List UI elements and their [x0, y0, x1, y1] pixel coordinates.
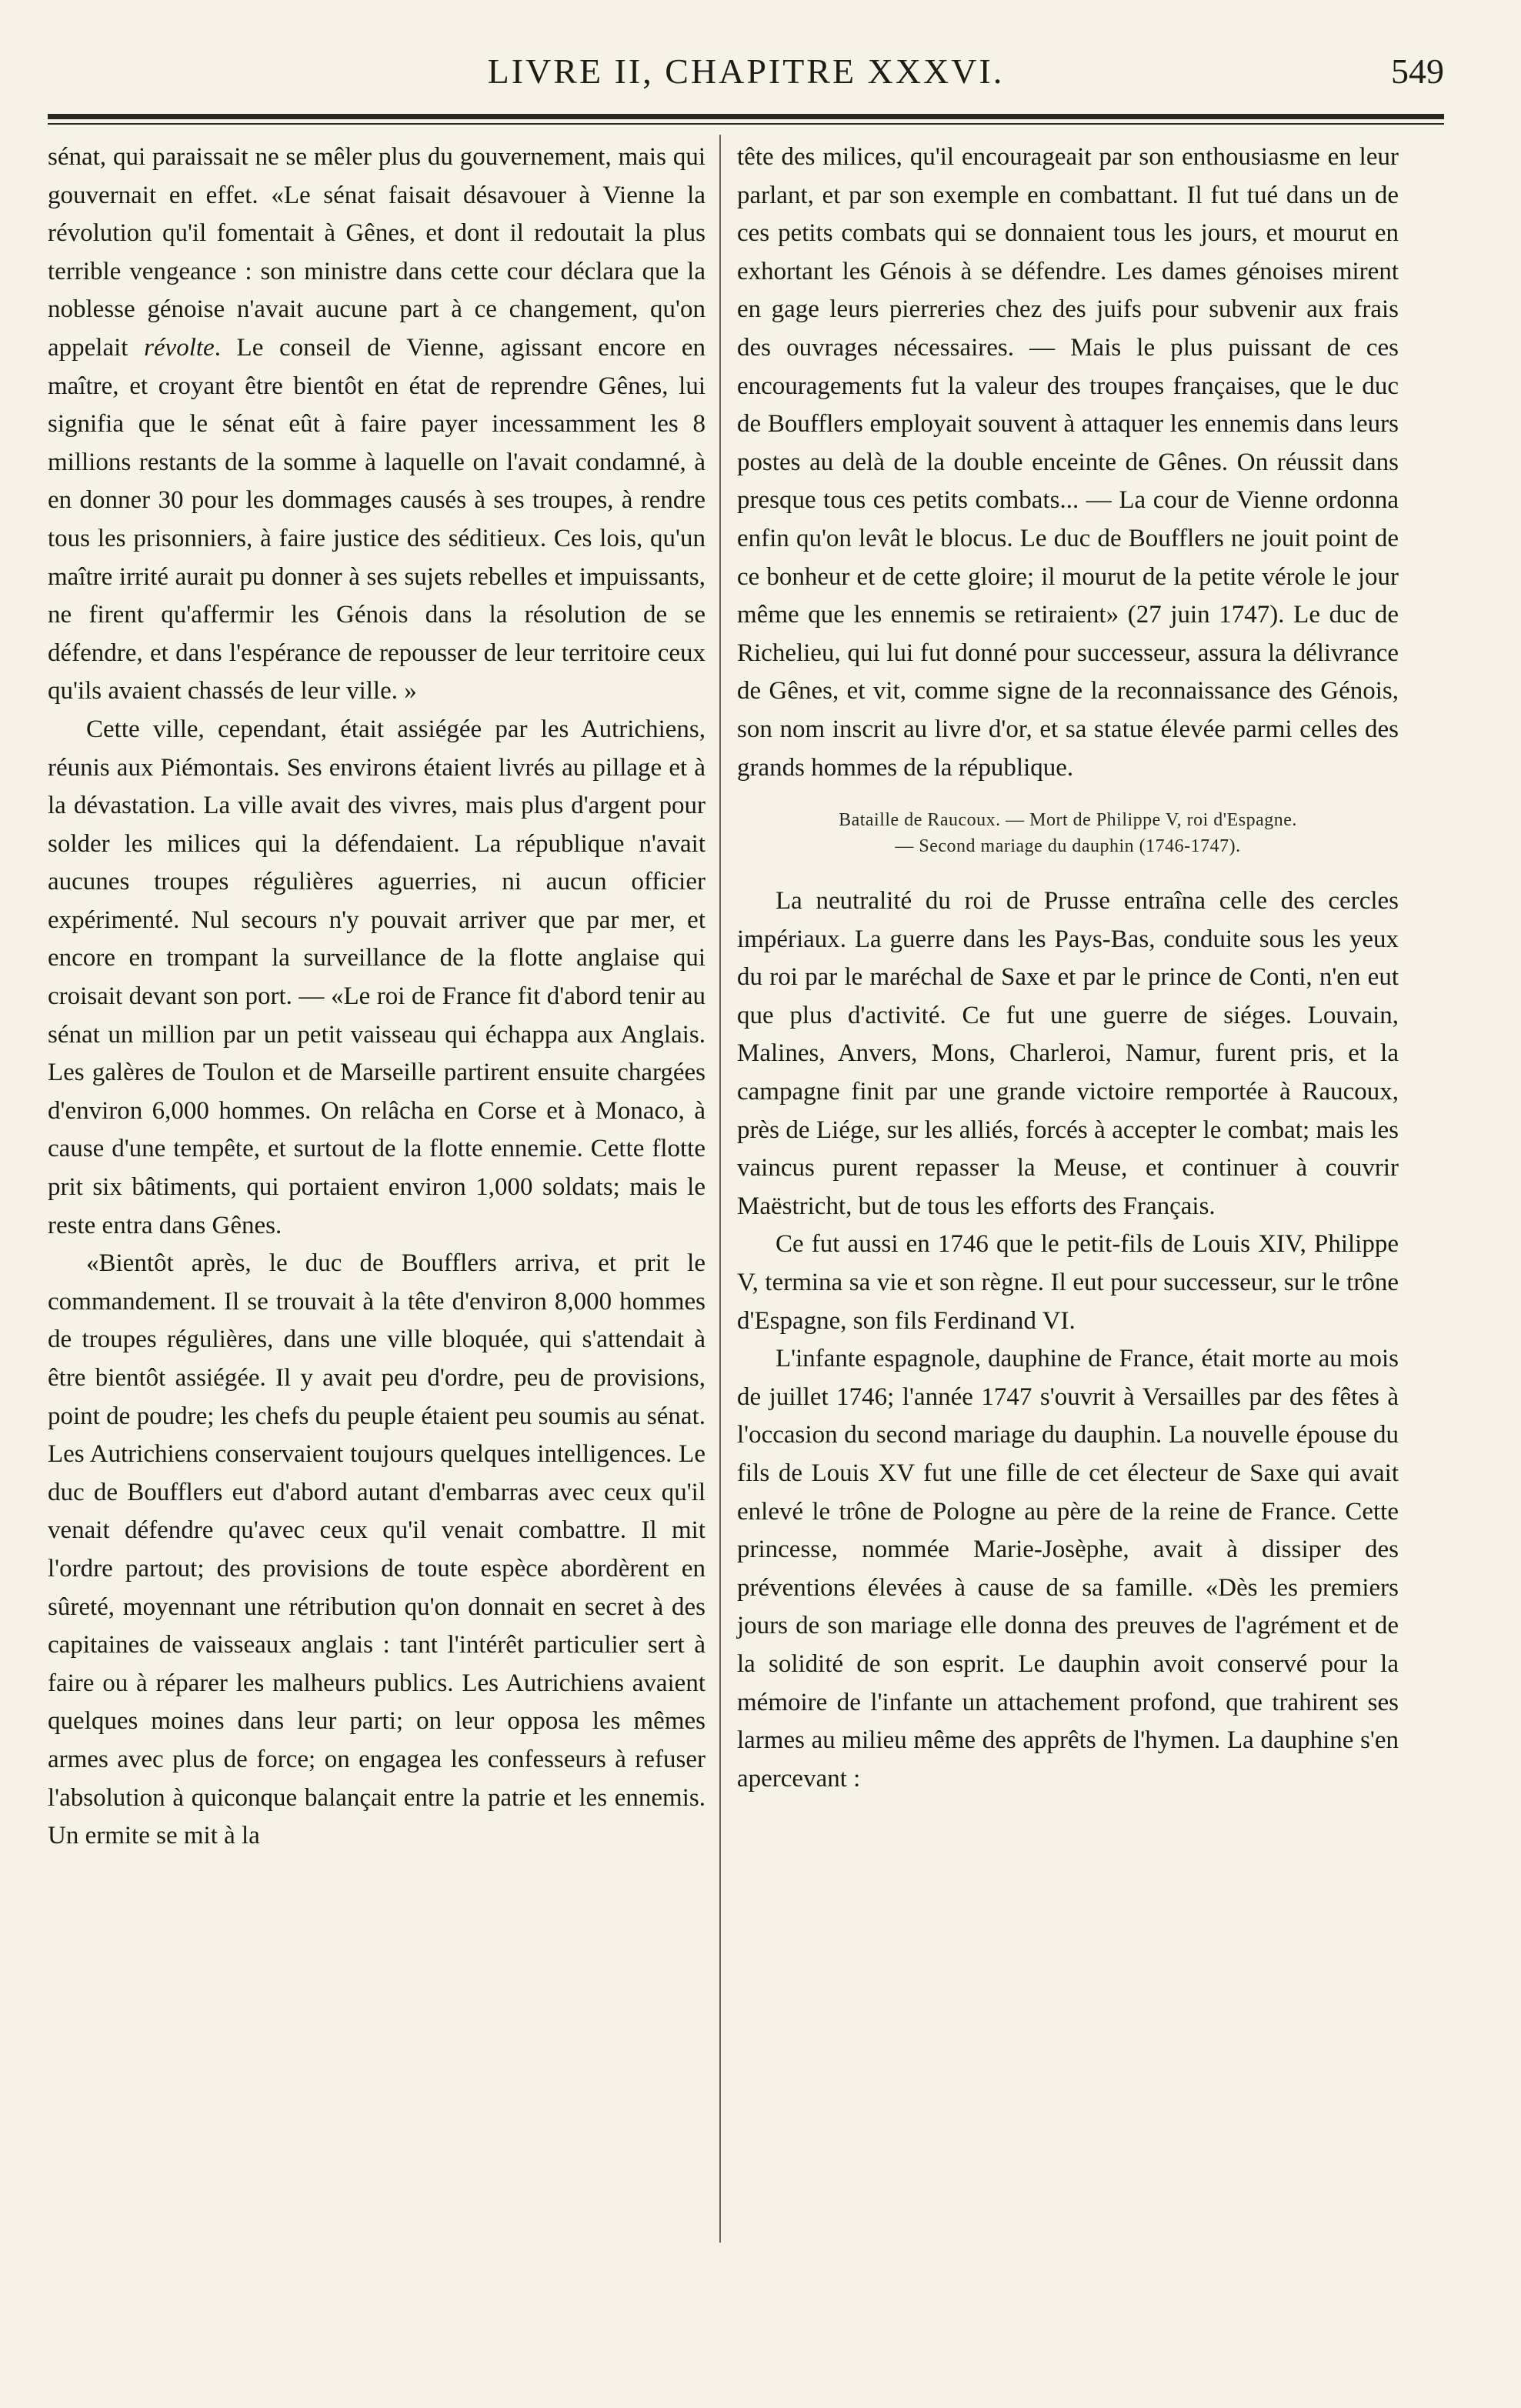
left-column: [48, 138, 705, 1856]
paragraph: La neutralité du roi de Prusse entraîna celle des cercles impériaux. La guerre dans les Pays-Bas, conduite sous les yeux du roi par le maréchal de Saxe et par le prince de Conti, n'en eut que plus d'activité. Ce fut une guerre de siéges. Louvain, Malines, Anvers, Mons, Charleroi, Namur, furent pris, et la campagne finit par une grande victoire remportée à Raucoux, près de Liége, sur les alliés, forcés à accepter le combat; mais les vaincus purent repasser la Meuse, et continuer à couvrir Maëstricht, but de tous les efforts des Français.: [737, 887, 1399, 1220]
section-heading: [737, 807, 1399, 859]
paragraph: Cette ville, cependant, était assiégée par les Autrichiens, réunis aux Piémontais. Ses environs étaient livrés au pillage et à la dévastation. La ville avait des vivres, mais plus d'argent pour solder les milices qui la défendaient. La république n'avait aucunes troupes régulières aguerries, ni aucun officier expérimenté. Nul secours n'y pouvait arriver que par mer, et encore en trompant la surveillance de la flotte anglaise qui croisait devant son port. — «Le roi de France fit d'abord tenir au sénat un million par un petit vaisseau qui échappa aux Anglais. Les galères de Toulon et de Marseille partirent ensuite chargées d'environ 6,000 hommes. On relâcha en Corse et à Monaco, à cause d'une tempête, et surtout de la flotte ennemie. Cette flotte prit six bâtiments, qui portaient environ 1,000 soldats; mais le reste entra dans Gênes.: [48, 715, 705, 1239]
page-number: 549: [1391, 52, 1444, 91]
column-divider: [719, 135, 721, 2243]
header-rule-thick: [48, 114, 1444, 119]
text-run: . Le conseil de Vienne, agissant encore en maître, et croyant être bientôt en état de reprendre Gênes, lui signifia que le sénat eût à faire payer incessamment les 8 millions restants de la somme à laquelle on l'avait condamné, à en donner 30 pour les dommages causés à ses troupes, à rendre tous les prisonniers, à faire justice des séditieux. Ces lois, qu'un maître irrité aurait pu donner à ses sujets rebelles et impuissants, ne firent qu'affermir les Génois dans la résolution de se défendre, et dans l'espérance de repousser de leur territoire ceux qu'ils avaient chassés de leur ville. »: [48, 333, 705, 705]
text-run: sénat, qui paraissait ne se mêler plus du gouvernement, mais qui gouvernait en effet. «Le sénat faisait désavouer à Vienne la révolution qu'il fomentait à Gênes, et dont il redoutait la plus terrible vengeance : son ministre dans cette cour déclara que la noblesse génoise n'avait aucune part à ce changement, qu'on appelait: [48, 143, 705, 362]
paragraph: L'infante espagnole, dauphine de France, était morte au mois de juillet 1746; l'année 1747 s'ouvrit à Versailles par des fêtes à l'occasion du second mariage du dauphin. La nouvelle épouse du fils de Louis XV fut une fille de cet électeur de Saxe qui avait enlevé le trône de Pologne au père de la reine de France. Cette princesse, nommée Marie-Josèphe, avait à dissiper des préventions élevées à cause de sa famille. «Dès les premiers jours de son mariage elle donna des preuves de l'agrément et de la solidité de son esprit. Le dauphin avoit conservé pour la mémoire de l'infante un attachement profond, que trahirent ses larmes au milieu même des apprêts de l'hymen. La dauphine s'en apercevant :: [737, 1345, 1399, 1793]
section-heading-line: Bataille de Raucoux. — Mort de Philippe V, roi d'Espagne.: [839, 810, 1297, 831]
paragraph: «Bientôt après, le duc de Boufflers arriva, et prit le commandement. Il se trouvait à la tête d'environ 8,000 hommes de troupes régulières, dans une ville bloquée, qui s'attendait à être bientôt assiégée. Il y avait peu d'ordre, peu de provisions, point de poudre; les chefs du peuple étaient peu soumis au sénat. Les Autrichiens conservaient toujours quelques intelligences. Le duc de Boufflers eut d'abord autant d'embarras avec ceux qu'il venait défendre qu'avec ceux qu'il venait combattre. Il mit l'ordre partout; des provisions de toute espèce abordèrent en sûreté, moyennant une rétribution qu'on donnait en secret à des capitaines de vaisseaux anglais : tant l'intérêt particulier sert à faire ou à réparer les malheurs publics. Les Autrichiens avaient quelques moines dans leur parti; on leur opposa les mêmes armes avec plus de force; on engagea les confesseurs à refuser l'absolution à quiconque balançait entre la patrie et les ennemis. Un ermite se mit à la: [48, 1249, 705, 1850]
right-column: [737, 138, 1399, 1798]
paragraph: tête des milices, qu'il encourageait par son enthousiasme en leur parlant, et par son exemple en combattant. Il fut tué dans un de ces petits combats qui se donnaient tous les jours, et mourut en exhortant les Génois à se défendre. Les dames génoises mirent en gage leurs pierreries chez des juifs pour subvenir aux frais des ouvrages nécessaires. — Mais le plus puissant de ces encouragements fut la valeur des troupes françaises, que le duc de Boufflers employait souvent à attaquer les ennemis dans leurs postes au delà de la double enceinte de Gênes. On réussit dans presque tous ces petits combats... — La cour de Vienne ordonna enfin qu'on levât le blocus. Le duc de Boufflers ne jouit point de ce bonheur et de cette gloire; il mourut de la petite vérole le jour même que les ennemis se retiraient» (27 juin 1747). Le duc de Richelieu, qui lui fut donné pour successeur, assura la délivrance de Gênes, et vit, comme signe de la reconnaissance des Génois, son nom inscrit au livre d'or, et sa statue élevée parmi celles des grands hommes de la république.: [737, 143, 1399, 782]
section-heading-line: — Second mariage du dauphin (1746-1747).: [895, 836, 1241, 857]
running-head: [48, 48, 1444, 102]
italic-term: révolte: [144, 333, 215, 362]
paragraph: Ce fut aussi en 1746 que le petit-fils de Louis XIV, Philippe V, termina sa vie et son règne. Il eut pour successeur, sur le trône d'Espagne, son fils Ferdinand VI.: [737, 1230, 1399, 1335]
paragraph: [48, 138, 705, 711]
running-title: LIVRE II, CHAPITRE XXXVI.: [487, 52, 1005, 91]
header-rule-thin: [48, 123, 1444, 125]
